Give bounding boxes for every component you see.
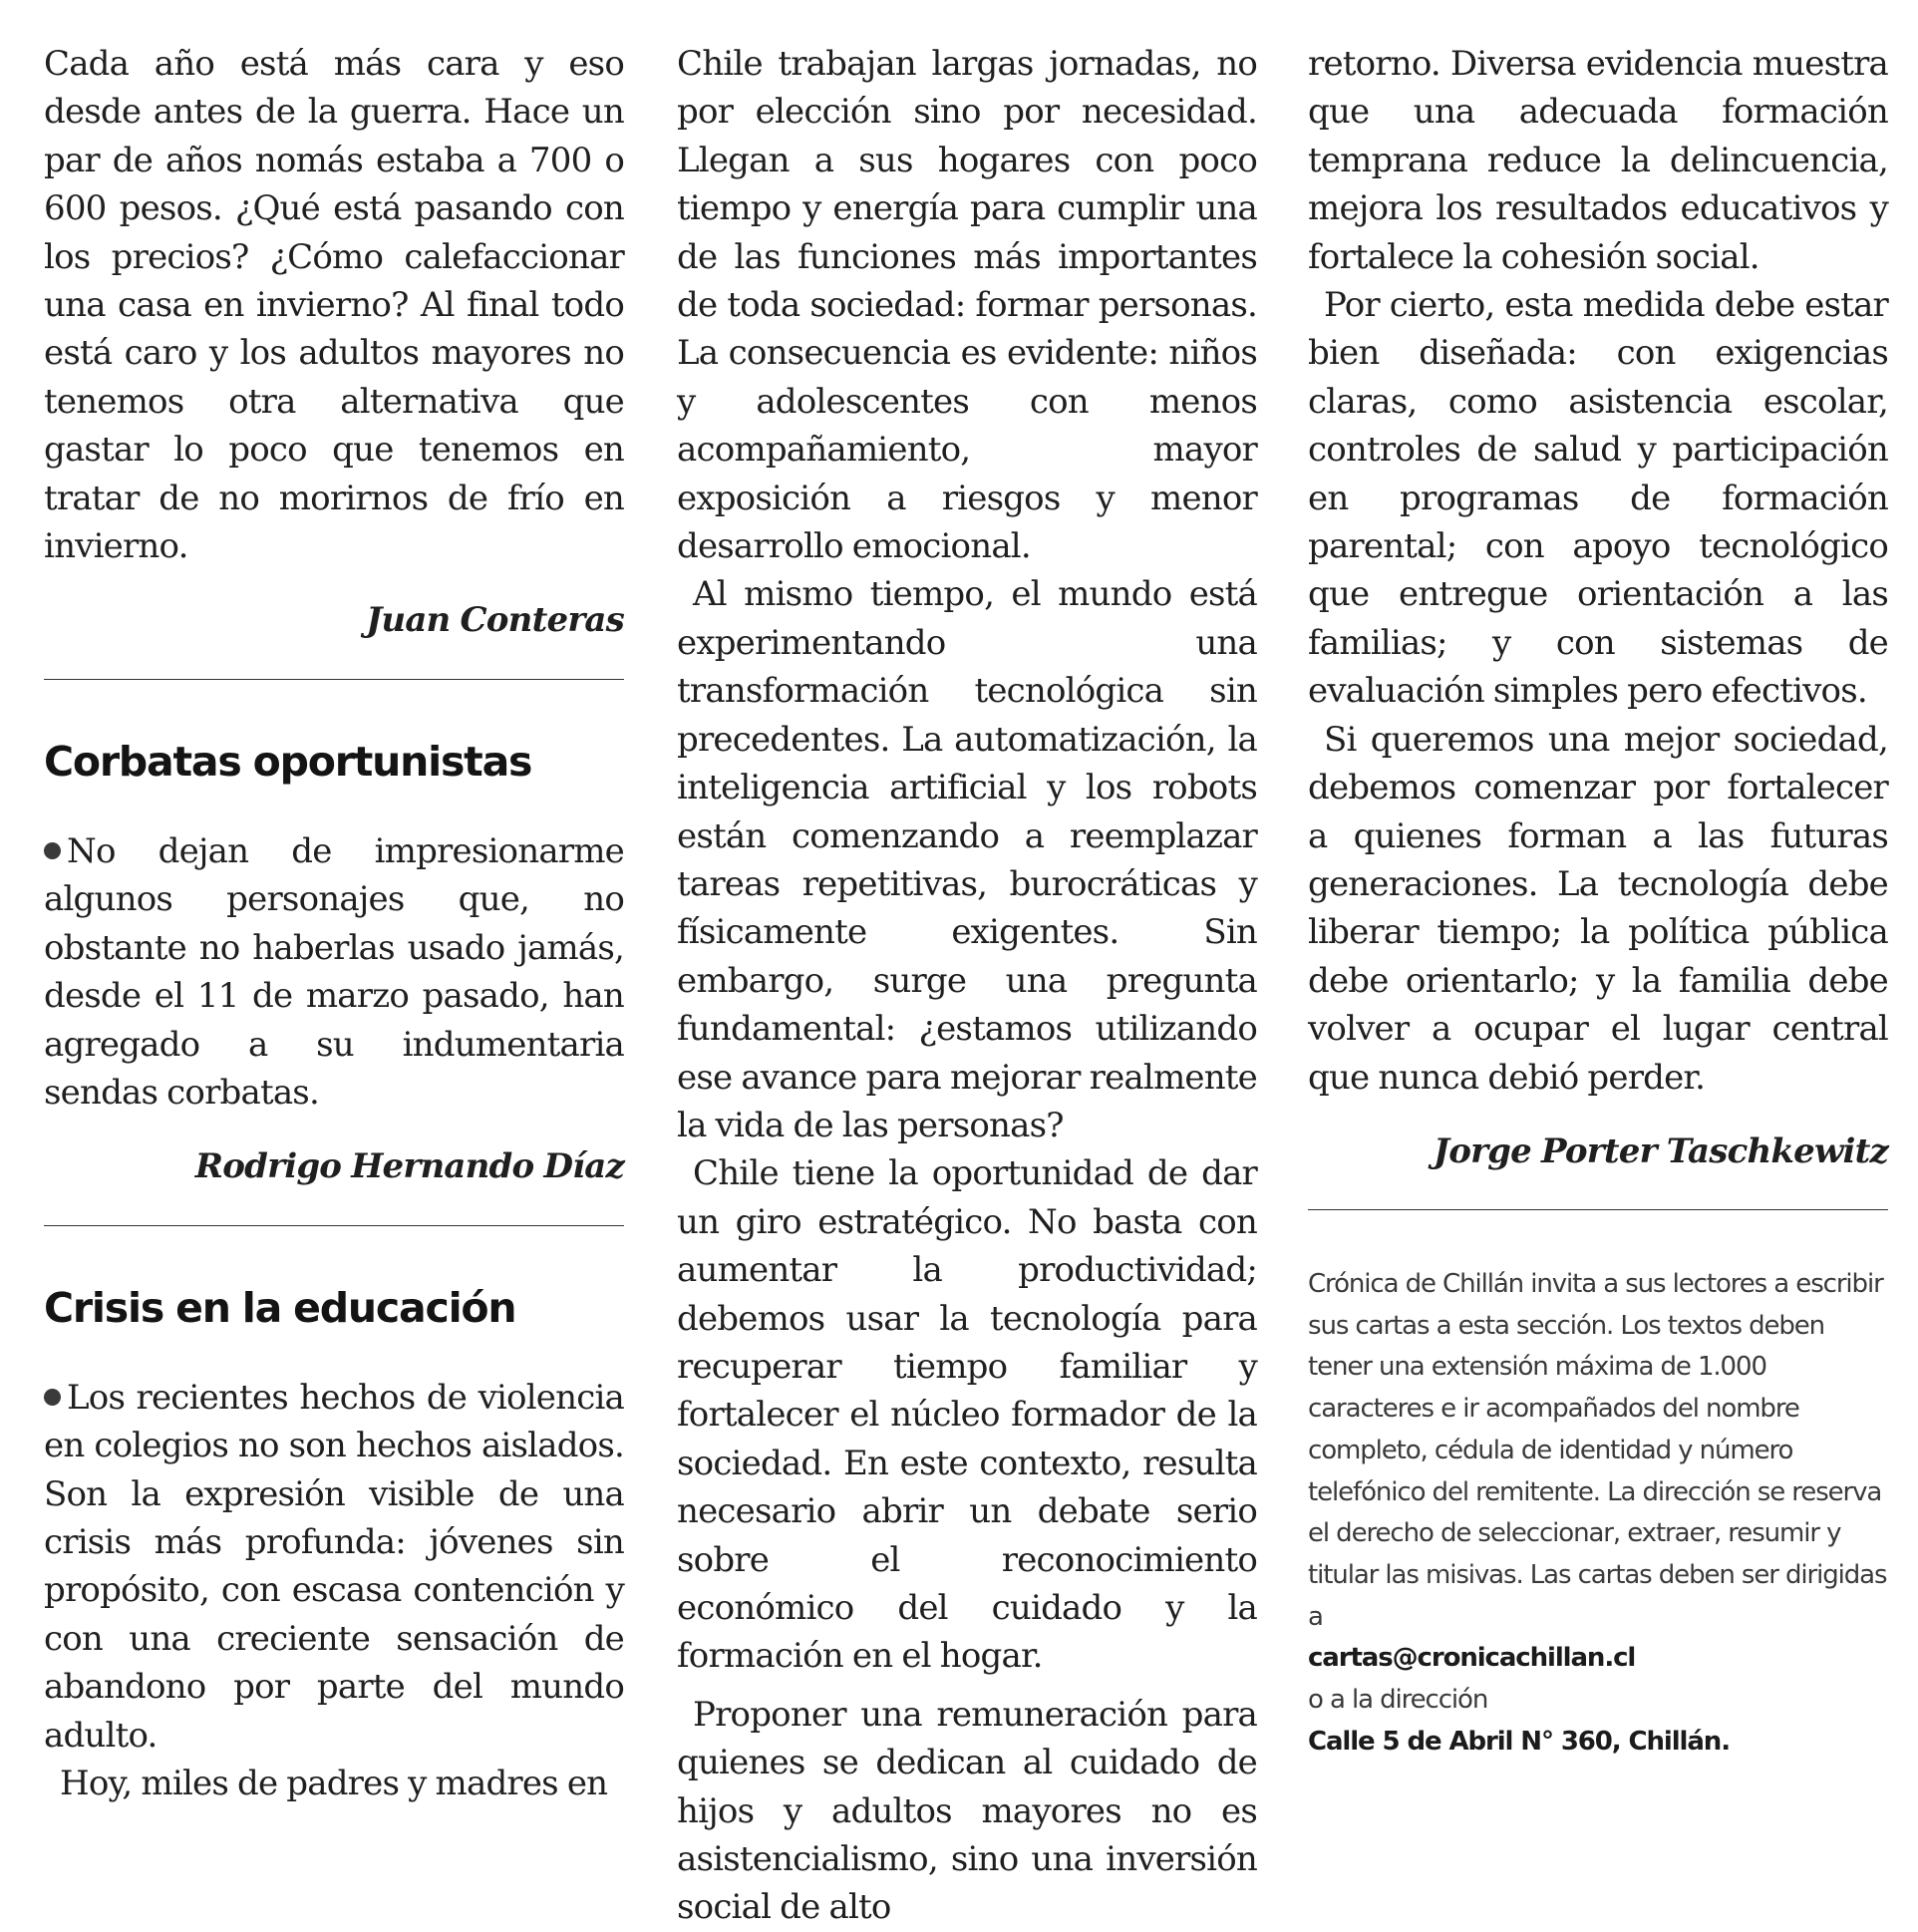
letter-2-body-text: No dejan de impresionarme algunos personajes que, no obstante no haberlas usado jamás, desde el 11 de marzo pasado, han agregado a su indumentaria sendas corbatas. [44,830,624,1113]
letter-2-signature: Rodrigo Hernando Díaz [194,1146,624,1187]
bullet-icon [44,842,61,859]
left-column [44,40,624,1807]
letter-1-body: Cada año está más cara y eso desde antes de la guerra. Hace un par de años nomás estaba a 700 o 600 pesos. ¿Qué está pasando con los precios? ¿Cómo calefaccionar una casa en invierno? Al final todo está caro y los adultos mayores no tenemos otra alternativa que gastar lo poco que tenemos en tratar de no morirnos de frío en invierno. [44,44,624,567]
submission-notice [1308,1264,1888,1763]
letter-3-paragraph: retorno. Diversa evidencia muestra que una adecuada formación temprana reduce la delincuencia, mejora los resultados educativos y fortalece la cohesión social. [1308,44,1888,277]
notice-address-label: o a la dirección [1308,1685,1488,1716]
letter-3-paragraph: Chile trabajan largas jornadas, no por elección sino por necesidad. Llegan a sus hogares con poco tiempo y energía para cumplir una de las funciones más importantes de toda sociedad: formar personas. La consecuencia es evidente: niños y adolescentes con menos acompañamiento, mayor exposición a riesgos y menor desarrollo emocional. [677,44,1257,567]
letter-3-body-1 [44,1374,624,1760]
letter-3-paragraph: Al mismo tiempo, el mundo está experimentando una transformación tecnológica sin precedentes. La automatización, la inteligencia artificial y los robots están comenzando a reemplazar tareas repetitivas, burocráticas y físicamente exigentes. Sin embargo, surge una pregunta fundamental: ¿estamos utilizando ese avance para mejorar realmente la vida de las personas? [677,574,1257,1145]
letter-3-paragraph: Chile tiene la oportunidad de dar un giro estratégico. No basta con aumentar la productividad; debemos usar la tecnología para recuperar tiempo familiar y fortalecer el núcleo formador de la sociedad. En este contexto, resulta necesario abrir un debate serio sobre el reconocimiento económico del cuidado y la formación en el hogar. [677,1153,1257,1677]
letter-divider [44,1225,624,1226]
letter-3-body-1-text: Los recientes hechos de violencia en colegios no son hechos aislados. Son la expresión visible de una crisis más profunda: jóvenes sin propósito, con escasa contención y con una creciente sensación de abandono por parte del mundo adulto. [44,1377,624,1756]
right-column [1308,40,1888,1210]
letter-3-paragraph: Proponer una remuneración para quienes se dedican al cuidado de hijos y adultos mayores no es asistencialismo, sino una inversión social de alto [677,1694,1257,1928]
notice-address: Calle 5 de Abril N° 360, Chillán. [1308,1726,1730,1757]
letter-3-paragraph: Si queremos una mejor sociedad, debemos comenzar por fortalecer a quienes forman a las futuras generaciones. La tecnología debe liberar tiempo; la política pública debe orientarlo; y la familia debe volver a ocupar el lugar central que nunca debió perder. [1308,719,1888,1098]
letter-divider [1308,1209,1888,1210]
letter-3-title: Crisis en la educación [44,1283,516,1332]
notice-email[interactable]: cartas@cronicachillan.cl [1308,1643,1636,1674]
letter-2-title: Corbatas oportunistas [44,737,532,786]
notice-text: Crónica de Chillán invita a sus lectores a escribir sus cartas a esta sección. Los textos deben tener una extensión máxima de 1.000 caracteres e ir acompañados del nombre completo, cédula de identidad y número telefónico del remitente. La dirección se reserva el derecho de seleccionar, extraer, resumir y titular las misivas. Las cartas deben ser dirigidas a [1308,1269,1887,1632]
letter-3-paragraph: Por cierto, esta medida debe estar bien diseñada: con exigencias claras, como asistencia escolar, controles de salud y participación en programas de formación parental; con apoyo tecnológico que entregue orientación a las familias; y con sistemas de evaluación simples pero efectivos. [1308,285,1888,712]
letter-1-signature: Juan Conteras [366,600,624,641]
bullet-icon [44,1389,61,1406]
letter-3-signature: Jorge Porter Taschkewitz [1433,1130,1888,1171]
letter-3-body-2-start: Hoy, miles de padres y madres en [60,1763,608,1803]
letter-divider [44,679,624,680]
middle-column [677,40,1257,1932]
letter-2-body [44,827,624,1117]
